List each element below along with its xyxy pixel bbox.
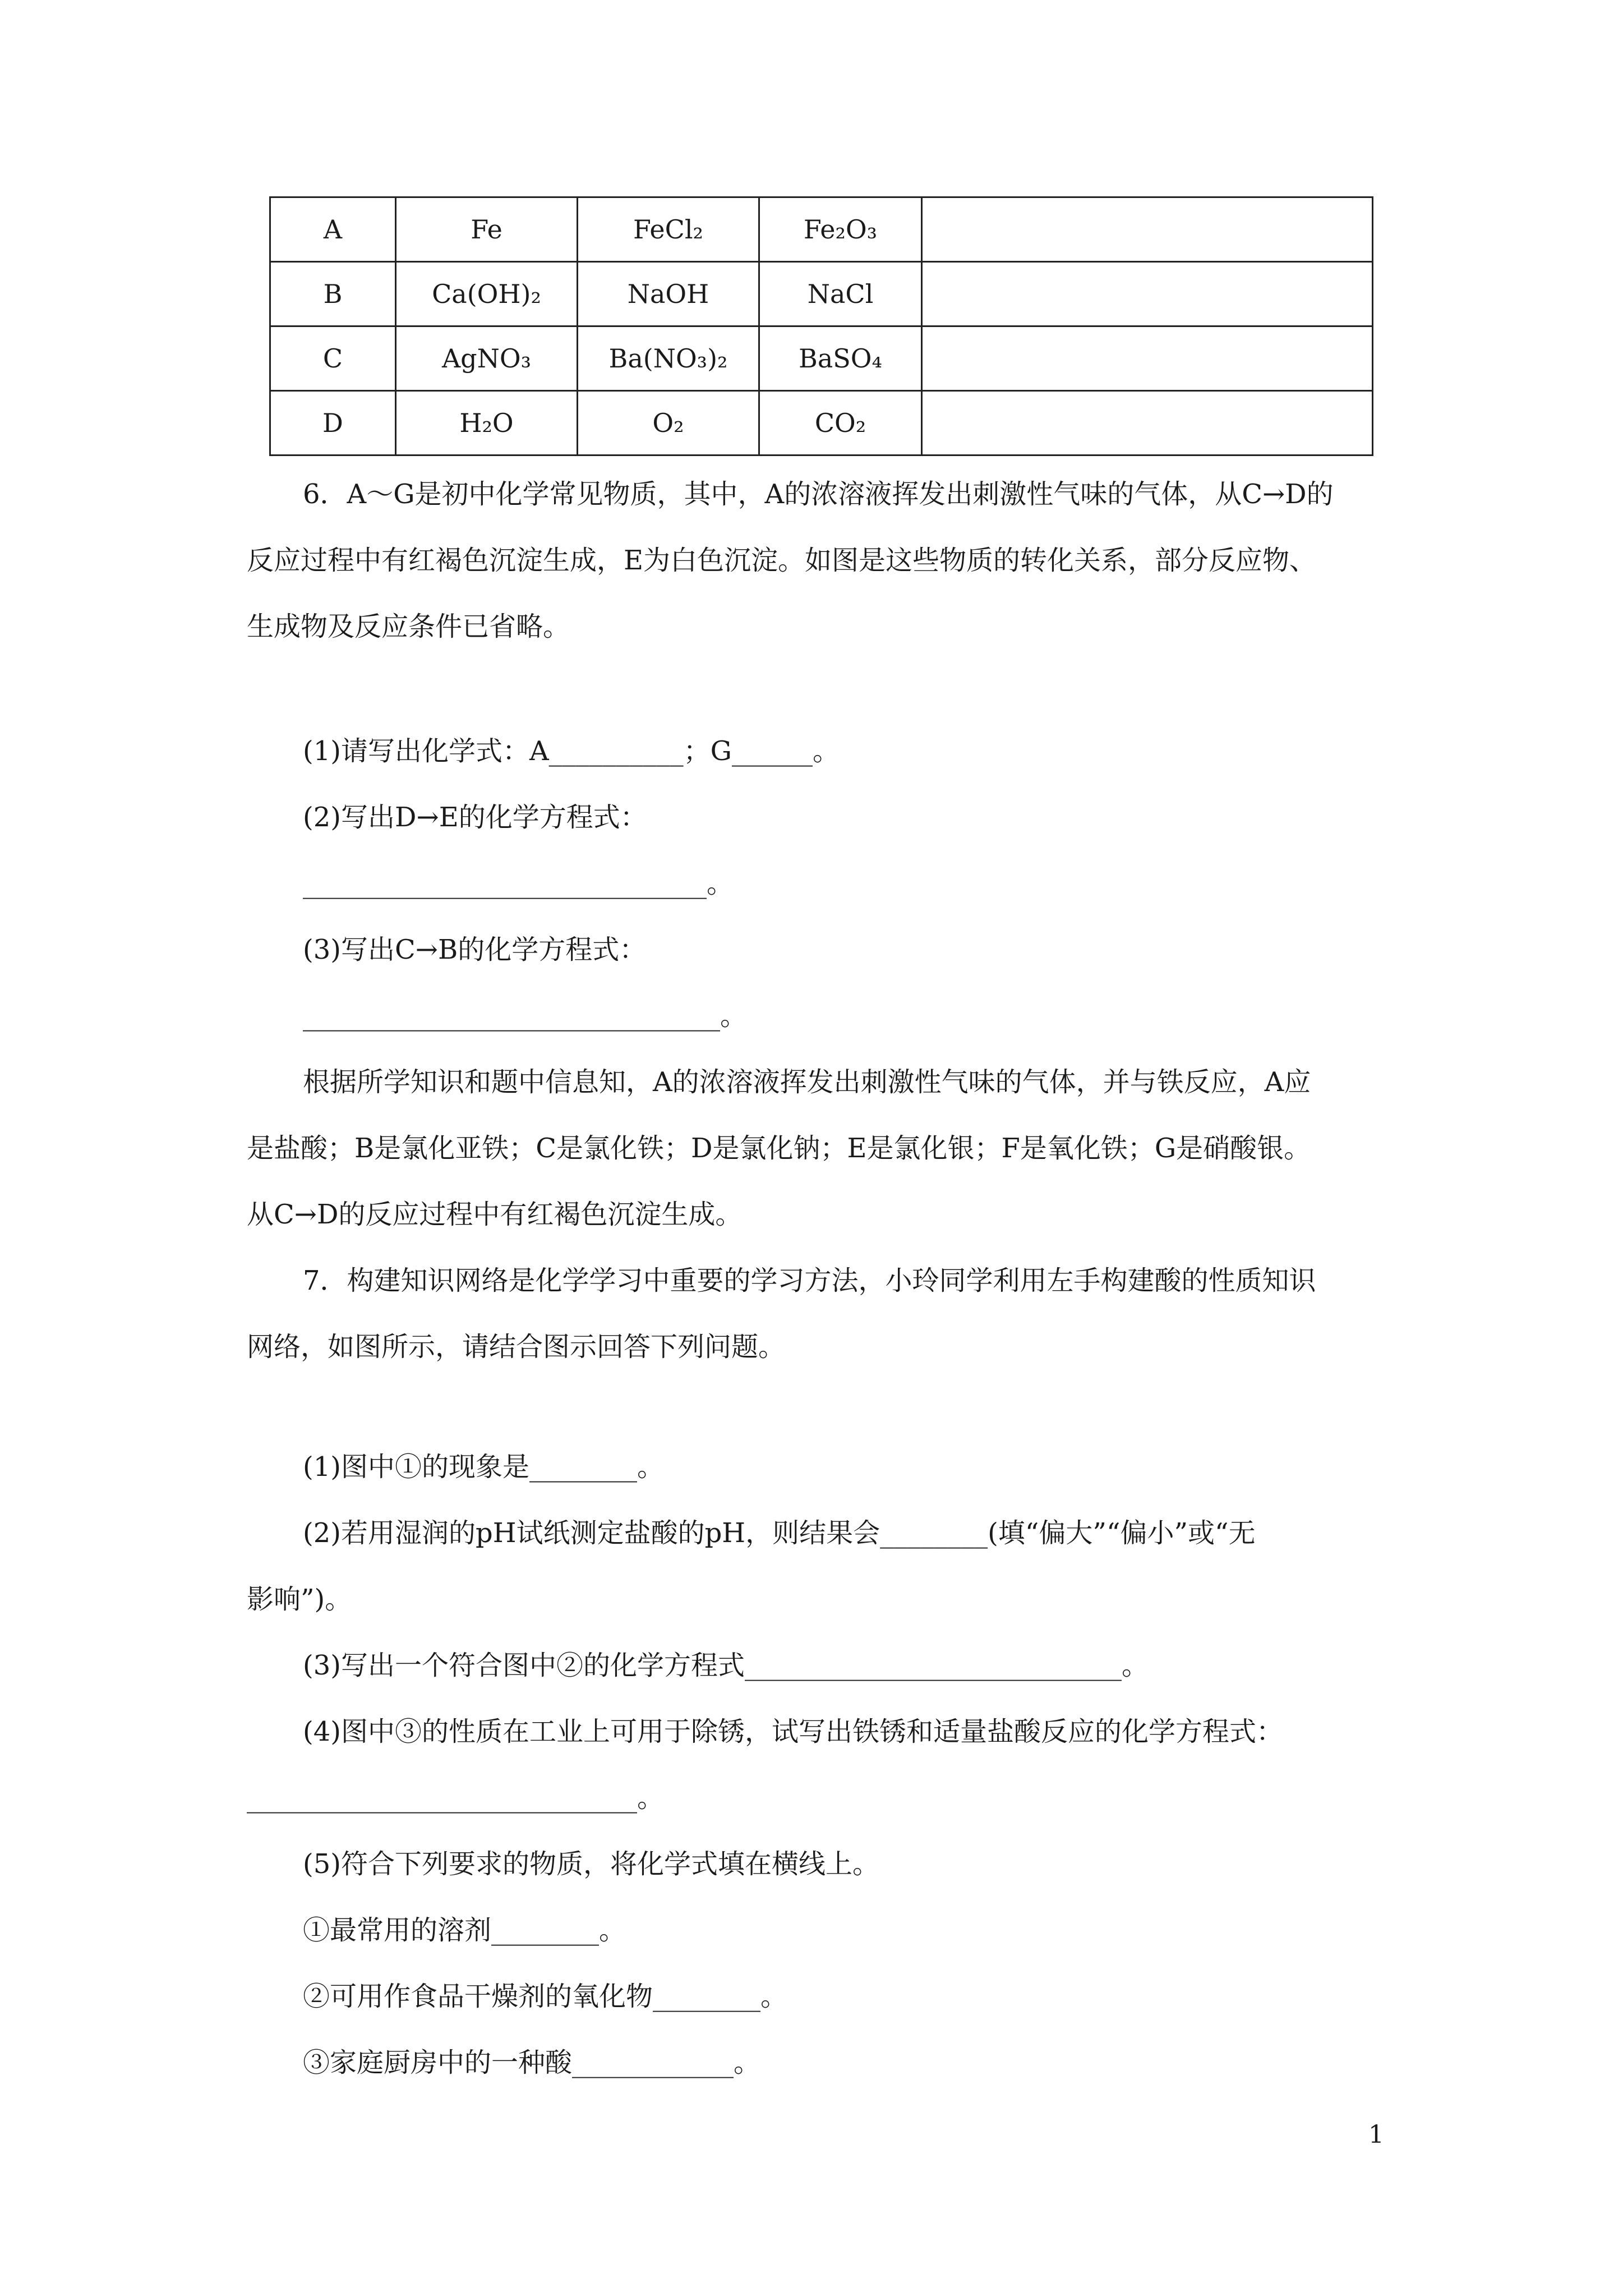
- page-number: 1: [1368, 2120, 1384, 2149]
- table-cell: CO₂: [759, 391, 922, 455]
- q7-subquestion-2-line-2: 影响”)。: [247, 1584, 352, 1615]
- table-cell: Ba(NO₃)₂: [578, 326, 759, 391]
- table-cell: NaCl: [759, 262, 922, 326]
- table-cell: H₂O: [396, 391, 578, 455]
- table-cell: Ca(OH)₂: [396, 262, 578, 326]
- q7-stem-line-1: 7．构建知识网络是化学学习中重要的学习方法，小玲同学利用左手构建酸的性质知识: [303, 1265, 1316, 1296]
- q6-answer-blank-2: ______________________________。: [303, 868, 734, 899]
- q6-stem-line-1: 6．A～G是初中化学常见物质，其中，A的浓溶液挥发出刺激性气味的气体，从C→D的: [303, 478, 1334, 510]
- q7-subquestion-4-line-2: _____________________________。: [247, 1782, 665, 1814]
- table-cell: BaSO₄: [759, 326, 922, 391]
- row-label: A: [270, 197, 396, 262]
- q6-stem-line-3: 生成物及反应条件已省略。: [247, 611, 570, 642]
- table-cell: [922, 391, 1373, 455]
- q7-subquestion-1: (1)图中①的现象是________。: [303, 1451, 664, 1483]
- table-row: [270, 262, 1373, 326]
- table-row: [270, 391, 1373, 455]
- q7-stem-line-2: 网络，如图所示，请结合图示回答下列问题。: [247, 1331, 786, 1363]
- q7-subquestion-3: (3)写出一个符合图中②的化学方程式____________________________。: [303, 1650, 1149, 1681]
- row-label: C: [270, 326, 396, 391]
- table-cell: NaOH: [578, 262, 759, 326]
- q7-subquestion-4-line-1: (4)图中③的性质在工业上可用于除锈，试写出铁锈和适量盐酸反应的化学方程式：: [303, 1716, 1283, 1747]
- row-label: D: [270, 391, 396, 455]
- q7-item-2: ②可用作食品干燥剂的氧化物________。: [303, 1981, 788, 2012]
- q7-subquestion-2-line-1: (2)若用湿润的pH试纸测定盐酸的pH，则结果会________(填“偏大”“偏小”或“无: [303, 1517, 1256, 1549]
- q6-explanation-line-2: 是盐酸；B是氯化亚铁；C是氯化铁；D是氯化钠；E是氯化银；F是氧化铁；G是硝酸银。: [247, 1133, 1311, 1164]
- q7-subquestion-5: (5)符合下列要求的物质，将化学式填在横线上。: [303, 1848, 879, 1880]
- q6-subquestion-3: (3)写出C→B的化学方程式：: [303, 934, 647, 965]
- table-cell: [922, 326, 1373, 391]
- table-cell: [922, 197, 1373, 262]
- q7-item-3: ③家庭厨房中的一种酸____________。: [303, 2047, 761, 2078]
- table-cell: [922, 262, 1373, 326]
- q6-subquestion-2: (2)写出D→E的化学方程式：: [303, 802, 647, 833]
- q7-item-1: ①最常用的溶剂________。: [303, 1915, 626, 1946]
- q6-answer-blank-3: _______________________________。: [303, 1000, 748, 1032]
- table-cell: FeCl₂: [578, 197, 759, 262]
- table-cell: O₂: [578, 391, 759, 455]
- table-row: [270, 326, 1373, 391]
- table-row: [270, 197, 1373, 262]
- q6-subquestion-1: (1)请写出化学式：A__________；G______。: [303, 735, 840, 767]
- options-table: [269, 196, 1373, 456]
- row-label: B: [270, 262, 396, 326]
- q6-explanation-line-1: 根据所学知识和题中信息知，A的浓溶液挥发出刺激性气味的气体，并与铁反应，A应: [303, 1066, 1311, 1098]
- q6-explanation-line-3: 从C→D的反应过程中有红褐色沉淀生成。: [247, 1199, 743, 1230]
- table-cell: Fe: [396, 197, 578, 262]
- q6-stem-line-2: 反应过程中有红褐色沉淀生成，E为白色沉淀。如图是这些物质的转化关系，部分反应物、: [247, 545, 1317, 576]
- table-cell: AgNO₃: [396, 326, 578, 391]
- table-cell: Fe₂O₃: [759, 197, 922, 262]
